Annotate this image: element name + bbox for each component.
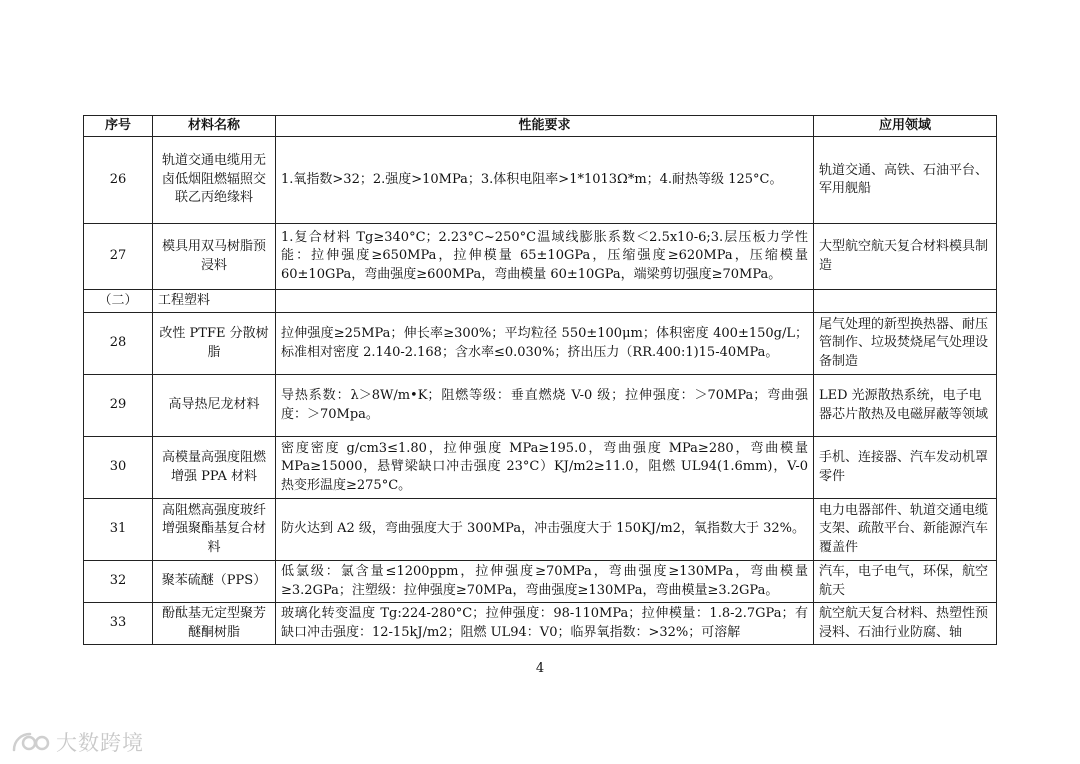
table-row: [84, 603, 997, 645]
row-number: 32: [84, 561, 153, 603]
material-name: 改性 PTFE 分散树脂: [153, 313, 276, 375]
watermark-text: 大数跨境: [56, 731, 144, 755]
material-name: 轨道交通电缆用无卤低烟阻燃辐照交联乙丙绝缘料: [153, 137, 276, 224]
performance-requirements: 1.复合材料 Tg≥340°C；2.23°C~250°C温域线膨胀系数＜2.5x10-6;3.层压板力学性能：拉伸强度≥650MPa，拉伸模量 65±10GPa，压缩强度≥620MPa，压缩模量 60±10GPa，弯曲强度≥600MPa，弯曲模量 60±10GPa，端梁剪切强度≥70MPa。: [276, 224, 814, 290]
application-fields: 尾气处理的新型换热器、耐压管制作、垃圾焚烧尾气处理设备制造: [814, 313, 997, 375]
material-name: 酚酞基无定型聚芳醚酮树脂: [153, 603, 276, 645]
header-material-name: 材料名称: [153, 116, 276, 137]
application-fields: 手机、连接器、汽车发动机罩零件: [814, 437, 997, 499]
application-fields: 汽车，电子电气，环保，航空航天: [814, 561, 997, 603]
performance-requirements: 导热系数：λ＞8W/m•K；阻燃等级：垂直燃烧 V-0 级；拉伸强度：＞70MPa；弯曲强度：＞70Mpa。: [276, 375, 814, 437]
row-number: 29: [84, 375, 153, 437]
application-fields: 大型航空航天复合材料模具制造: [814, 224, 997, 290]
header-application-fields: 应用领域: [814, 116, 997, 137]
row-number: 26: [84, 137, 153, 224]
performance-requirements: 拉伸强度≥25MPa；伸长率≥300%；平均粒径 550±100μm；体积密度 400±150g/L；标准相对密度 2.140-2.168；含水率≤0.030%；挤出压力（RR.400:1)15-40MPa。: [276, 313, 814, 375]
table-row: [84, 499, 997, 561]
table-row: [84, 437, 997, 499]
section-label: （二）: [84, 290, 153, 313]
row-number: 28: [84, 313, 153, 375]
row-number: 30: [84, 437, 153, 499]
performance-requirements: 玻璃化转变温度 Tg:224-280°C；拉伸强度：98-110MPa；拉伸模量：1.8-2.7GPa；有缺口冲击强度：12-15kJ/m2；阻燃 UL94：V0；临界氧指数：>32%；可溶解: [276, 603, 814, 645]
table-row: [84, 375, 997, 437]
watermark: [10, 729, 144, 755]
watermark-logo-icon: [10, 730, 52, 754]
application-fields: 轨道交通、高铁、石油平台、军用舰船: [814, 137, 997, 224]
performance-requirements: 低氯级：氯含量≤1200ppm，拉伸强度≥70MPa，弯曲强度≥130MPa，弯曲模量≥3.2GPa；注塑级：拉伸强度≥70MPa，弯曲强度≥130MPa，弯曲模量≥3.2GPa。: [276, 561, 814, 603]
table-row: [84, 224, 997, 290]
performance-requirements: 密度密度 g/cm3≤1.80，拉伸强度 MPa≥195.0，弯曲强度 MPa≥280，弯曲模量 MPa≥15000，悬臂梁缺口冲击强度 23°C）KJ/m2≥11.0，阻燃 UL94(1.6mm)，V-0 热变形温度≥275°C。: [276, 437, 814, 499]
table-row: [84, 137, 997, 224]
application-fields: LED 光源散热系统，电子电器芯片散热及电磁屏蔽等领域: [814, 375, 997, 437]
row-number: 33: [84, 603, 153, 645]
table-row: [84, 313, 997, 375]
header-serial-number: 序号: [84, 116, 153, 137]
material-name: 聚苯硫醚（PPS）: [153, 561, 276, 603]
empty-cell: [814, 290, 997, 313]
application-fields: 电力电器部件、轨道交通电缆支架、疏散平台、新能源汽车覆盖件: [814, 499, 997, 561]
performance-requirements: 防火达到 A2 级，弯曲强度大于 300MPa，冲击强度大于 150KJ/m2，氧指数大于 32%。: [276, 499, 814, 561]
application-fields: 航空航天复合材料、热塑性预浸料、石油行业防腐、轴: [814, 603, 997, 645]
table-row: [84, 561, 997, 603]
material-name: 高模量高强度阻燃增强 PPA 材料: [153, 437, 276, 499]
material-name: 高阻燃高强度玻纤增强聚酯基复合材料: [153, 499, 276, 561]
row-number: 31: [84, 499, 153, 561]
materials-table: [83, 115, 997, 645]
material-name: 模具用双马树脂预浸料: [153, 224, 276, 290]
performance-requirements: 1.氧指数>32；2.强度>10MPa；3.体积电阻率>1*1013Ω*m；4.耐热等级 125°C。: [276, 137, 814, 224]
empty-cell: [276, 290, 814, 313]
header-performance-requirements: 性能要求: [276, 116, 814, 137]
section-row: [84, 290, 997, 313]
row-number: 27: [84, 224, 153, 290]
material-name: 高导热尼龙材料: [153, 375, 276, 437]
section-title: 工程塑料: [153, 290, 276, 313]
table-header-row: [84, 116, 997, 137]
page-number: 4: [535, 661, 545, 676]
